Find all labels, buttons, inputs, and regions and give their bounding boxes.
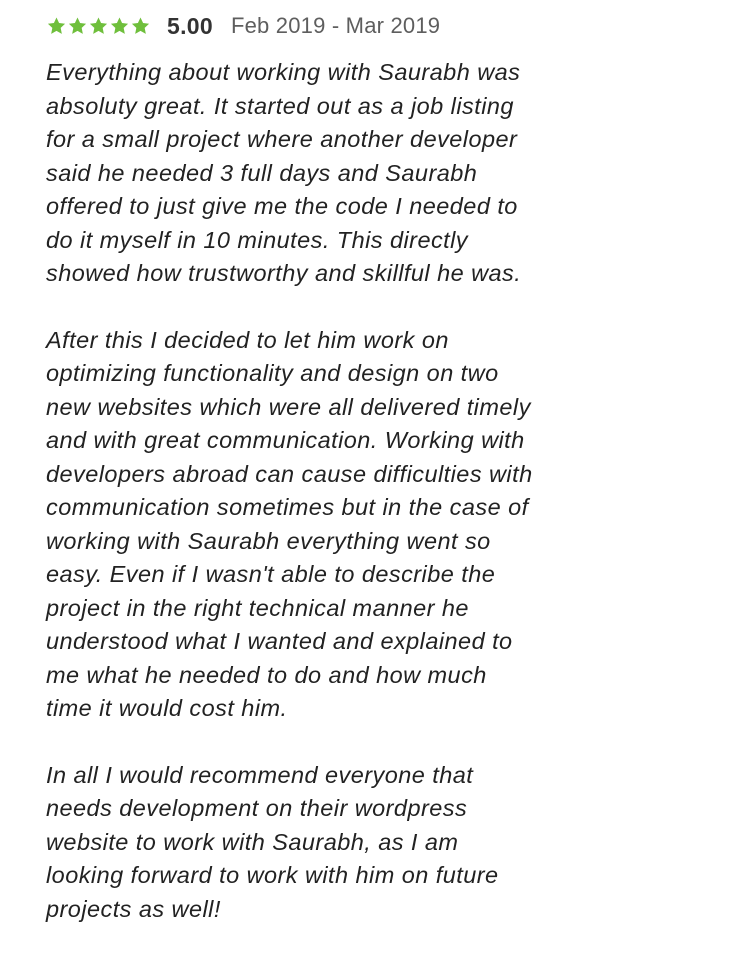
review-line: absoluty great. It started out as a job listing bbox=[46, 92, 514, 119]
review-line: projects as well! bbox=[46, 895, 221, 922]
star-rating bbox=[46, 16, 151, 36]
review-line: project in the right technical manner he bbox=[46, 594, 469, 621]
review-line: After this I decided to let him work on bbox=[46, 326, 449, 353]
review-meta bbox=[46, 10, 686, 42]
review-line: showed how trustworthy and skillful he was. bbox=[46, 260, 522, 286]
review-line: optimizing functionality and design on two bbox=[46, 360, 499, 386]
review-paragraph bbox=[46, 56, 686, 291]
review-line: and with great communication. Working with bbox=[46, 427, 525, 453]
rating-score: 5.00 bbox=[167, 12, 213, 39]
review-line: Everything about working with Saurabh was bbox=[46, 59, 521, 85]
review-date-range: Feb 2019 - Mar 2019 bbox=[230, 13, 441, 38]
review-line: looking forward to work with him on future bbox=[46, 862, 499, 888]
star-icon bbox=[88, 16, 109, 36]
review-line: working with Saurabh everything went so bbox=[46, 527, 491, 554]
review-line: easy. Even if I wasn't able to describe the bbox=[46, 561, 496, 587]
review-paragraph bbox=[46, 324, 686, 726]
review-line: developers abroad can cause difficulties with bbox=[46, 460, 533, 487]
review-line: offered to just give me the code I needed to bbox=[46, 193, 518, 219]
review-card bbox=[46, 10, 686, 959]
review-line: website to work with Saurabh, as I am bbox=[46, 828, 459, 855]
review-paragraph bbox=[46, 759, 686, 927]
star-icon bbox=[109, 16, 130, 36]
review-line: understood what I wanted and explained to bbox=[46, 628, 513, 654]
review-line: needs development on their wordpress bbox=[46, 795, 468, 821]
review-line: for a small project where another developer bbox=[46, 126, 518, 152]
review-line: time it would cost him. bbox=[46, 695, 288, 721]
star-icon bbox=[46, 16, 67, 36]
star-icon bbox=[130, 16, 151, 36]
review-line: said he needed 3 full days and Saurabh bbox=[46, 159, 478, 186]
review-line: me what he needed to do and how much bbox=[46, 661, 487, 688]
review-line: In all I would recommend everyone that bbox=[46, 761, 474, 788]
review-line: communication sometimes but in the case of bbox=[46, 494, 529, 520]
review-line: new websites which were all delivered timely bbox=[46, 393, 531, 420]
review-text bbox=[46, 56, 686, 926]
star-icon bbox=[67, 16, 88, 36]
review-line: do it myself in 10 minutes. This directly bbox=[46, 226, 469, 253]
